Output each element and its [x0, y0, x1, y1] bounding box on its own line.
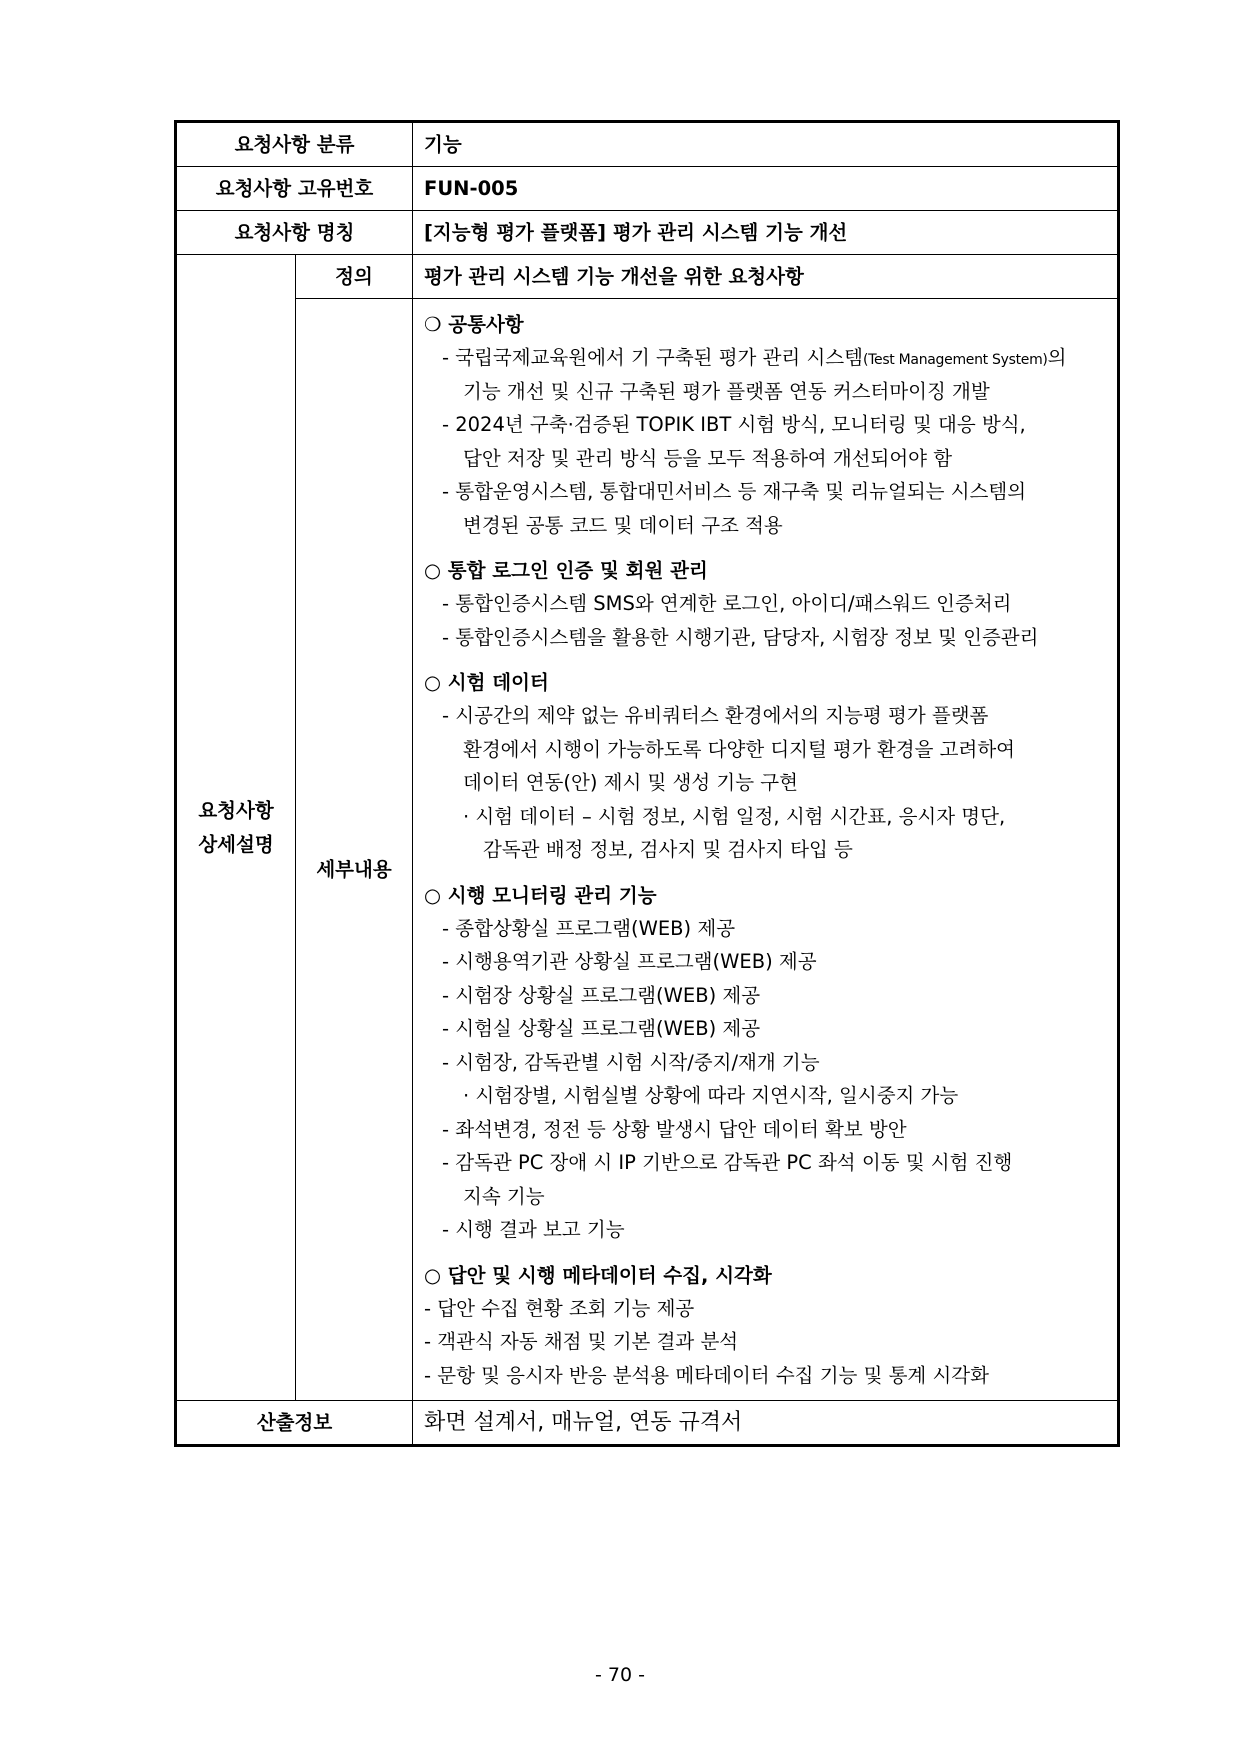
item-text: 의 — [1047, 346, 1067, 369]
section-common — [424, 308, 1105, 542]
detail-label — [176, 255, 296, 1401]
list-item: 변경된 공통 코드 및 데이터 구조 적용 — [463, 513, 783, 537]
section-title: ○ 시행 모니터링 관리 기능 — [424, 883, 657, 907]
list-item: 답안 저장 및 관리 방식 등을 모두 적용하여 개선되어야 함 — [463, 446, 953, 470]
list-item: - 감독관 PC 장애 시 IP 기반으로 감독관 PC 좌석 이동 및 시험 진행 — [442, 1151, 1013, 1174]
requirement-table — [174, 120, 1120, 1447]
section-title: ○ 답안 및 시행 메타데이터 수집, 시각화 — [424, 1263, 772, 1287]
list-item: 지속 기능 — [463, 1184, 545, 1208]
content-cell — [413, 299, 1119, 1401]
list-item: 환경에서 시행이 가능하도록 다양한 디지털 평가 환경을 고려하여 — [463, 737, 1015, 761]
content-row — [176, 299, 1119, 1401]
list-item: - 시험장 상황실 프로그램(WEB) 제공 — [442, 983, 761, 1007]
name-value: [지능형 평가 플랫폼] 평가 관리 시스템 기능 개선 — [413, 211, 1119, 255]
list-item: - 답안 수집 현황 조회 기능 제공 — [424, 1296, 695, 1320]
list-item: - 종합상황실 프로그램(WEB) 제공 — [442, 916, 736, 940]
detail-label-line2: 상세설명 — [198, 832, 274, 856]
list-item: - 시행용역기관 상황실 프로그램(WEB) 제공 — [442, 950, 817, 973]
output-value: 화면 설계서, 매뉴얼, 연동 규격서 — [413, 1401, 1119, 1446]
item-text: - 국립국제교육원에서 기 구축된 평가 관리 시스템 — [442, 346, 863, 369]
list-item: - 통합인증시스템을 활용한 시행기관, 담당자, 시험장 정보 및 인증관리 — [442, 625, 1039, 649]
list-item: - 문항 및 응시자 반응 분석용 메타데이터 수집 기능 및 통계 시각화 — [424, 1363, 989, 1387]
item-text-small: (Test Management System) — [862, 352, 1048, 368]
list-item — [424, 341, 1105, 375]
section-title: ❍ 공통사항 — [424, 313, 524, 336]
list-item: - 시험실 상황실 프로그램(WEB) 제공 — [442, 1017, 761, 1040]
list-item: - 시험장, 감독관별 시험 시작/중지/재개 기능 — [442, 1050, 820, 1074]
id-value: FUN-005 — [413, 167, 1119, 211]
definition-row — [176, 255, 1119, 299]
name-label: 요청사항 명칭 — [176, 211, 413, 255]
list-item: - 통합운영시스템, 통합대민서비스 등 재구축 및 리뉴얼되는 시스템의 — [442, 480, 1027, 503]
list-item: 감독관 배정 정보, 검사지 및 검사지 타입 등 — [483, 838, 853, 861]
id-label: 요청사항 고유번호 — [176, 167, 413, 211]
section-title: ○ 통합 로그인 인증 및 회원 관리 — [424, 559, 708, 582]
page-number: - 70 - — [595, 1664, 645, 1686]
category-value: 기능 — [413, 122, 1119, 167]
list-item: · 시험 데이터 – 시험 정보, 시험 일정, 시험 시간표, 응시자 명단, — [463, 804, 1006, 828]
list-item: - 통합인증시스템 SMS와 연계한 로그인, 아이디/패스워드 인증처리 — [442, 592, 1012, 615]
definition-value: 평가 관리 시스템 기능 개선을 위한 요청사항 — [413, 255, 1119, 299]
category-label: 요청사항 분류 — [176, 122, 413, 167]
output-label: 산출정보 — [176, 1401, 413, 1446]
category-row — [176, 122, 1119, 167]
section-metadata — [424, 1259, 1105, 1393]
list-item: - 객관식 자동 채점 및 기본 결과 분석 — [424, 1330, 739, 1353]
content-label: 세부내용 — [296, 299, 413, 1401]
list-item: - 시공간의 제약 없는 유비쿼터스 환경에서의 지능평 평가 플랫폼 — [442, 704, 989, 727]
list-item: 기능 개선 및 신규 구축된 평가 플랫폼 연동 커스터마이징 개발 — [463, 379, 990, 403]
list-item: 데이터 연동(안) 제시 및 생성 기능 구현 — [463, 771, 798, 794]
output-row — [176, 1401, 1119, 1446]
list-item: · 시험장별, 시험실별 상황에 따라 지연시작, 일시중지 가능 — [463, 1084, 959, 1107]
section-title: ○ 시험 데이터 — [424, 671, 549, 694]
definition-label: 정의 — [296, 255, 413, 299]
list-item: - 좌석변경, 정전 등 상황 발생시 답안 데이터 확보 방안 — [442, 1117, 907, 1141]
detail-label-line1: 요청사항 — [198, 798, 274, 822]
id-row — [176, 167, 1119, 211]
section-monitoring — [424, 879, 1105, 1247]
list-item: - 2024년 구축·검증된 TOPIK IBT 시험 방식, 모니터링 및 대응 방식, — [442, 413, 1026, 436]
section-login — [424, 554, 1105, 654]
section-exam-data — [424, 666, 1105, 867]
name-row — [176, 211, 1119, 255]
list-item: - 시행 결과 보고 기능 — [442, 1218, 625, 1241]
